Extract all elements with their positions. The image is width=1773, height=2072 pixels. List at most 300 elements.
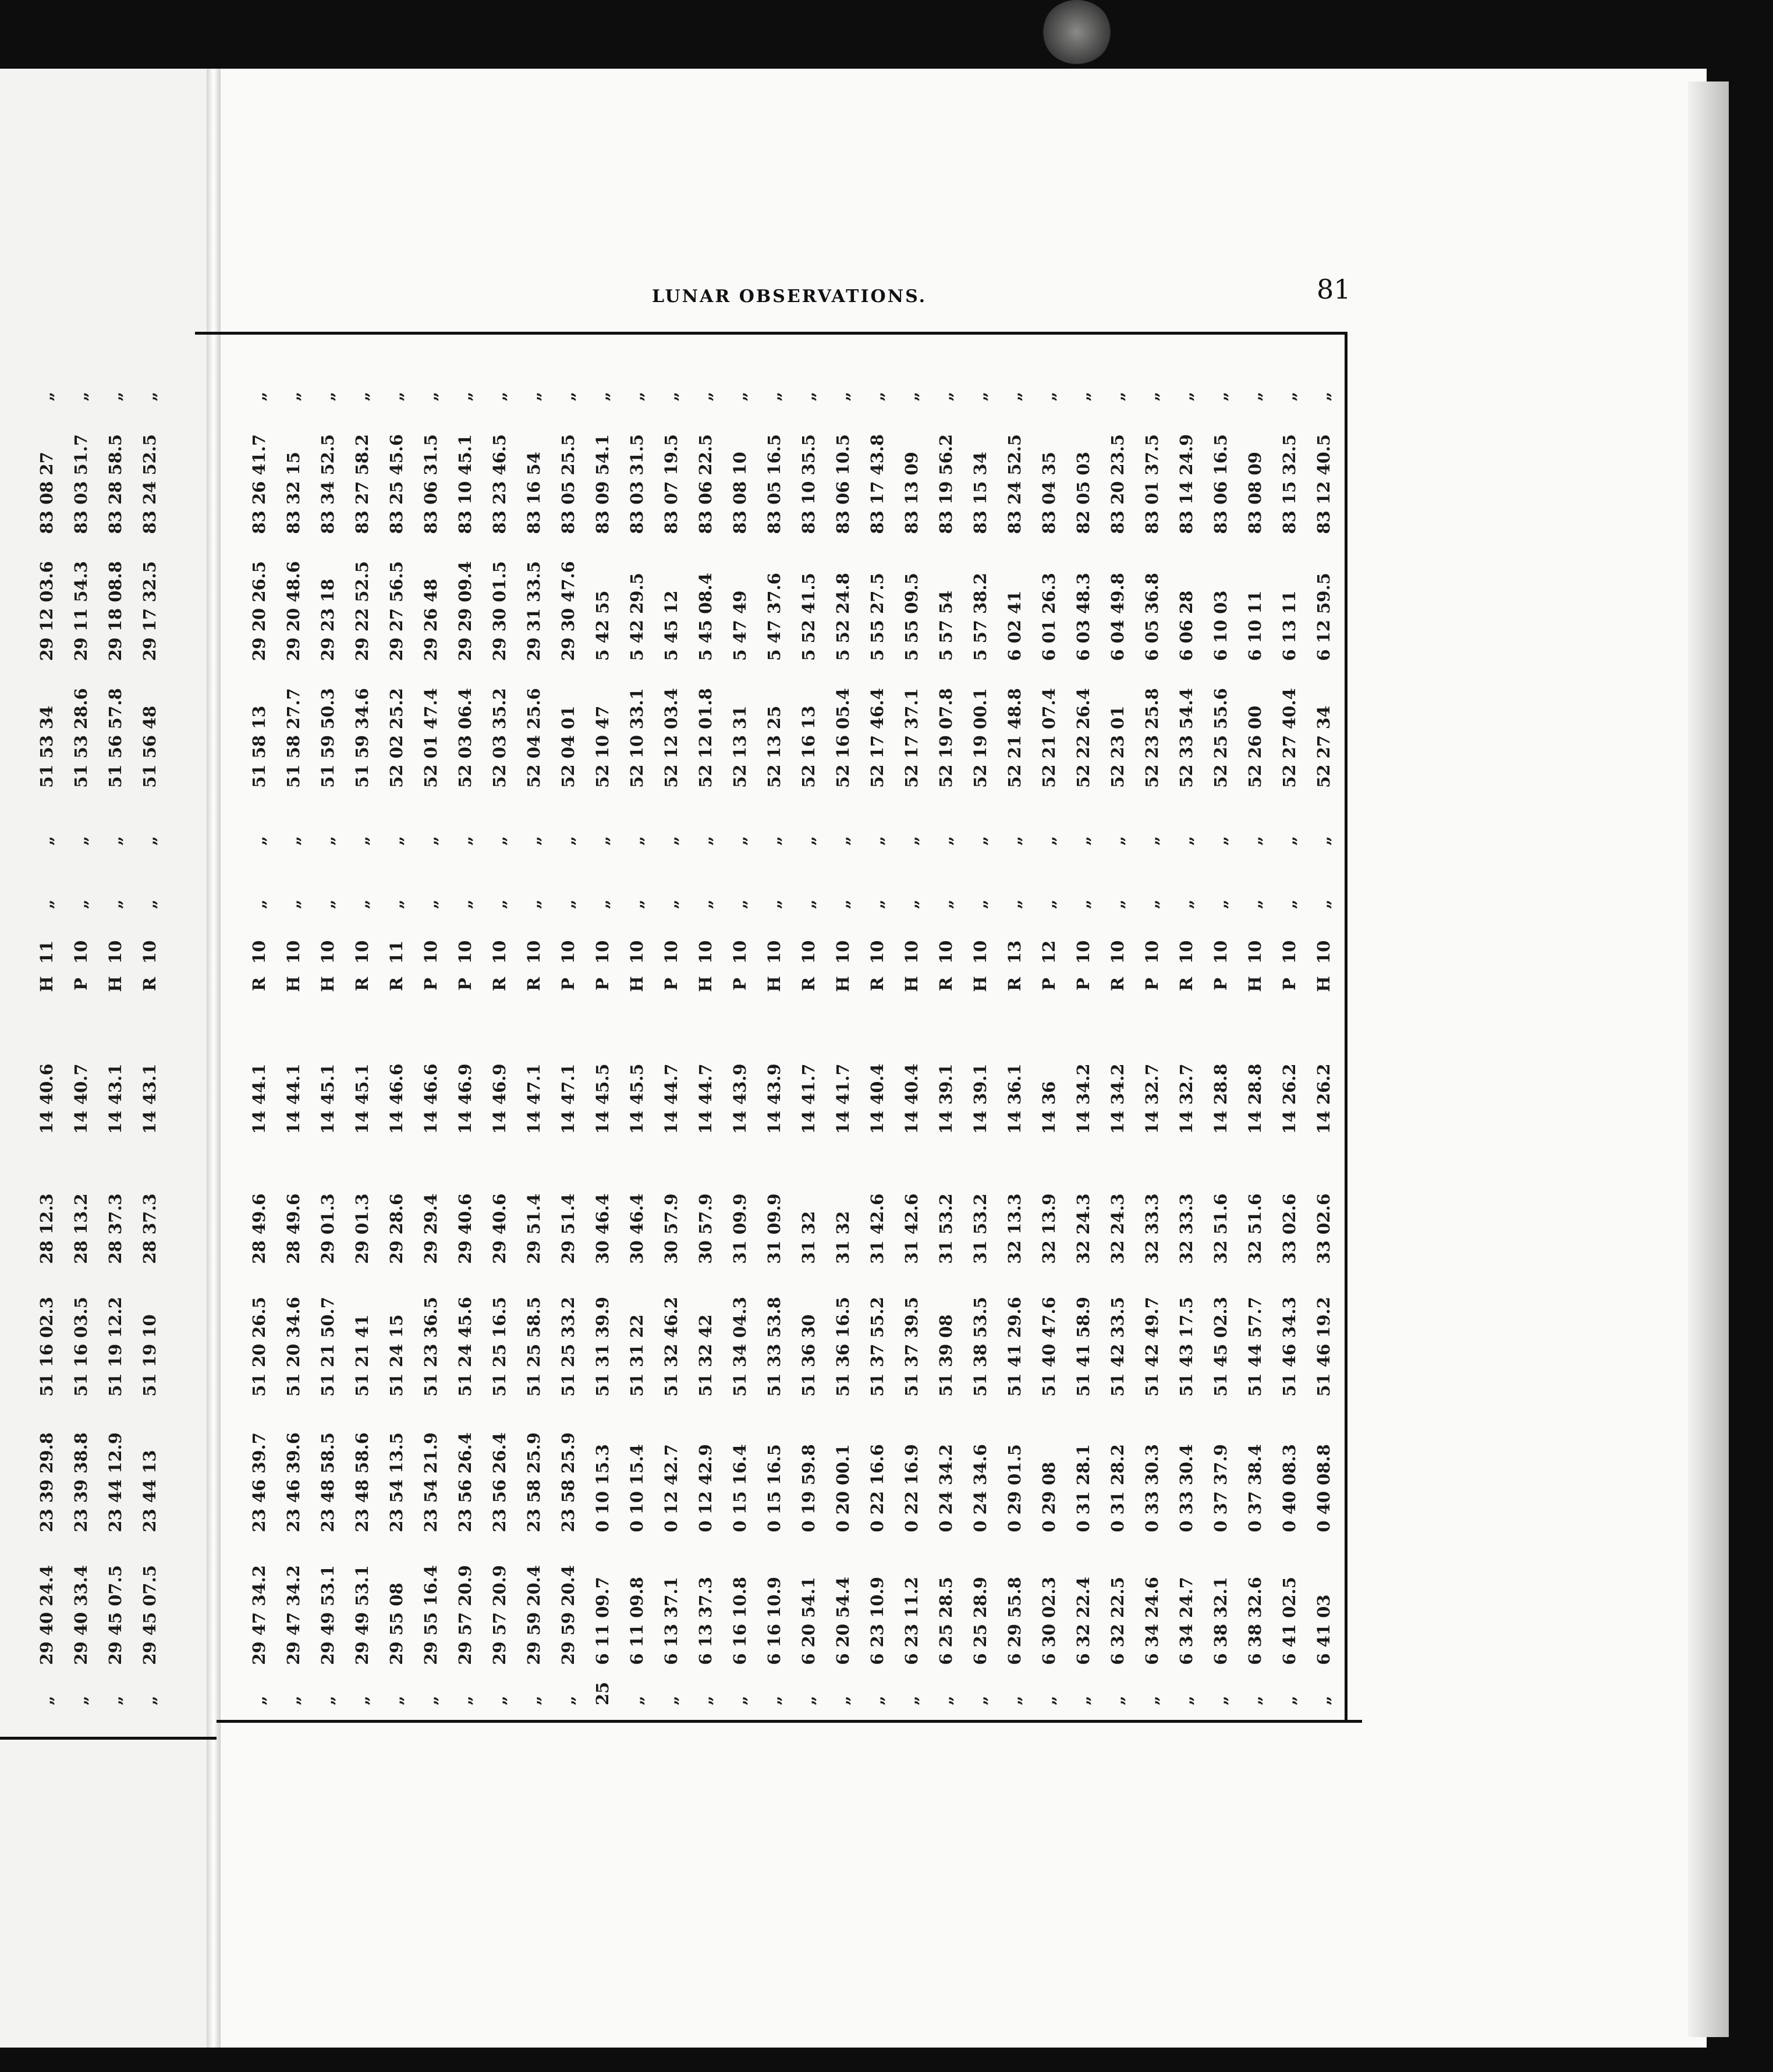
ditto-cell: „: [935, 899, 956, 909]
correction-cell: 28 13.2: [70, 1193, 91, 1264]
parallax-cell: 14 34.2: [1107, 1063, 1127, 1134]
time-cell: 0 33 30.3: [1141, 1444, 1162, 1532]
time-cell: 23 48 58.6: [352, 1432, 372, 1532]
correction-cell: 32 24.3: [1073, 1193, 1093, 1264]
table-row: [928, 367, 963, 1705]
distance-cell: 83 07 19.5: [661, 434, 681, 534]
parallax-cell: 14 45.1: [352, 1063, 372, 1134]
distance-cell: 52 23 25.8: [1141, 688, 1162, 788]
altitude-cell: 51 16 02.3: [36, 1297, 56, 1397]
time-cell: 29 55 08: [386, 1583, 406, 1665]
altitude-cell: 51 21 50.7: [317, 1297, 338, 1397]
time-cell: 0 40 08.3: [1279, 1444, 1299, 1532]
altitude-cell: 51 46 19.2: [1313, 1297, 1334, 1397]
correction-cell: 32 24.3: [1107, 1193, 1127, 1264]
letter-cell: H: [36, 976, 56, 992]
letter-cell: R: [867, 977, 887, 991]
ditto-cell: „: [970, 836, 990, 846]
ditto-cell: „: [455, 899, 475, 909]
time-cell: 0 10 15.3: [592, 1444, 612, 1532]
ditto-cell: „: [1176, 391, 1196, 402]
ditto-cell: „: [489, 899, 509, 909]
ditto-cell: „: [105, 836, 125, 846]
distance-cell: 51 56 57.8: [105, 688, 125, 788]
correction-cell: 30 57.9: [661, 1193, 681, 1264]
time-cell: 6 41 02.5: [1279, 1577, 1299, 1665]
time-cell: 29 29 09.4: [455, 561, 475, 661]
time-cell: 5 45 12: [661, 590, 681, 661]
letter-cell: H: [832, 976, 853, 992]
distance-cell: 83 06 10.5: [832, 434, 853, 534]
count-cell: 10: [489, 940, 509, 964]
letter-cell: H: [1244, 976, 1265, 992]
ditto-cell: „: [970, 391, 990, 402]
ditto-cell: „: [1107, 391, 1127, 402]
ditto-cell: „: [626, 899, 647, 909]
ditto-cell: „: [1004, 391, 1024, 402]
letter-cell: H: [105, 976, 125, 992]
ditto-cell: „: [798, 836, 818, 846]
time-cell: 6 12 59.5: [1313, 573, 1334, 661]
count-cell: 10: [695, 940, 715, 964]
time-cell: 29 20 48.6: [283, 561, 303, 661]
parallax-cell: 14 46.9: [489, 1063, 509, 1134]
parallax-cell: 14 43.1: [105, 1063, 125, 1134]
distance-cell: 52 19 07.8: [935, 688, 956, 788]
letter-cell: P: [1279, 977, 1299, 991]
book-gutter: [207, 69, 221, 2048]
table-row: [379, 367, 413, 1705]
count-cell: 10: [729, 940, 750, 964]
time-cell: 6 03 48.3: [1073, 573, 1093, 661]
date-cell: „: [901, 1695, 921, 1705]
time-cell: 6 34 24.7: [1176, 1577, 1196, 1665]
altitude-cell: 51 37 39.5: [901, 1297, 921, 1397]
time-cell: 6 25 28.9: [970, 1577, 990, 1665]
altitude-cell: 51 44 57.7: [1244, 1297, 1265, 1397]
time-cell: 23 39 29.8: [36, 1432, 56, 1532]
parallax-cell: 14 46.6: [420, 1063, 441, 1134]
distance-cell: 83 05 16.5: [764, 434, 784, 534]
table-row: [1100, 367, 1134, 1705]
altitude-cell: 51 43 17.5: [1176, 1297, 1196, 1397]
distance-cell: 83 12 40.5: [1313, 434, 1334, 534]
ditto-cell: „: [249, 836, 269, 846]
count-cell: 10: [317, 940, 338, 964]
distance-cell: 83 15 32.5: [1279, 434, 1299, 534]
date-cell: „: [283, 1695, 303, 1705]
table-row: [1169, 367, 1203, 1705]
parallax-cell: 14 44.1: [249, 1063, 269, 1134]
distance-cell: 51 59 34.6: [352, 688, 372, 788]
ditto-cell: „: [249, 391, 269, 402]
count-cell: 10: [1073, 940, 1093, 964]
distance-cell: 83 25 45.6: [386, 434, 406, 534]
letter-cell: R: [798, 977, 818, 991]
correction-cell: 28 49.6: [249, 1193, 269, 1264]
ditto-cell: „: [455, 836, 475, 846]
parallax-cell: 14 40.4: [867, 1063, 887, 1134]
ditto-cell: „: [139, 899, 159, 909]
ditto-cell: „: [352, 836, 372, 846]
letter-cell: H: [317, 976, 338, 992]
ditto-cell: „: [1210, 899, 1231, 909]
parallax-cell: 14 36.1: [1004, 1063, 1024, 1134]
ditto-cell: „: [36, 899, 56, 909]
time-cell: 29 20 26.5: [249, 561, 269, 661]
ditto-cell: „: [420, 391, 441, 402]
date-cell: „: [1313, 1695, 1334, 1705]
table-row: [482, 367, 516, 1705]
time-cell: 29 17 32.5: [139, 561, 159, 661]
correction-cell: 31 53.2: [935, 1193, 956, 1264]
distance-cell: 52 26 00: [1244, 705, 1265, 788]
parallax-cell: 14 44.7: [661, 1063, 681, 1134]
ditto-cell: „: [489, 391, 509, 402]
time-cell: 0 33 30.4: [1176, 1444, 1196, 1532]
parallax-cell: 14 32.7: [1141, 1063, 1162, 1134]
date-cell: 25: [592, 1681, 612, 1705]
distance-cell: 52 01 47.4: [420, 688, 441, 788]
count-cell: 10: [764, 940, 784, 964]
ditto-cell: „: [283, 899, 303, 909]
ditto-cell: „: [935, 391, 956, 402]
time-cell: 6 38 32.1: [1210, 1577, 1231, 1665]
time-cell: 23 58 25.9: [558, 1432, 578, 1532]
correction-cell: 29 28.6: [386, 1193, 406, 1264]
ditto-cell: „: [1279, 836, 1299, 846]
table-row: [1066, 367, 1100, 1705]
time-cell: 29 12 03.6: [36, 561, 56, 661]
time-cell: 29 30 01.5: [489, 561, 509, 661]
altitude-cell: 51 41 58.9: [1073, 1297, 1093, 1397]
time-cell: 5 42 29.5: [626, 573, 647, 661]
table-row: [1272, 367, 1306, 1705]
distance-cell: 83 08 10: [729, 452, 750, 534]
time-cell: 23 39 38.8: [70, 1432, 91, 1532]
distance-cell: 83 06 22.5: [695, 434, 715, 534]
time-cell: 29 30 47.6: [558, 561, 578, 661]
time-cell: 0 37 38.4: [1244, 1444, 1265, 1532]
letter-cell: P: [729, 977, 750, 991]
parallax-cell: 14 28.8: [1244, 1063, 1265, 1134]
ditto-cell: „: [970, 899, 990, 909]
date-cell: „: [661, 1695, 681, 1705]
time-cell: 23 54 21.9: [420, 1432, 441, 1532]
time-cell: 0 22 16.6: [867, 1444, 887, 1532]
time-cell: 6 16 10.8: [729, 1577, 750, 1665]
time-cell: 6 23 10.9: [867, 1577, 887, 1665]
parallax-cell: 14 36: [1038, 1081, 1059, 1134]
left-table-bottom-rule: [0, 1737, 217, 1740]
letter-cell: H: [901, 976, 921, 992]
ditto-cell: „: [1313, 836, 1334, 846]
ditto-cell: „: [105, 391, 125, 402]
time-cell: 29 45 07.5: [105, 1565, 125, 1665]
correction-cell: 31 42.6: [901, 1193, 921, 1264]
time-cell: 6 20 54.1: [798, 1577, 818, 1665]
ditto-cell: „: [386, 391, 406, 402]
correction-cell: 28 37.3: [105, 1193, 125, 1264]
ditto-cell: „: [798, 391, 818, 402]
time-cell: 6 05 36.8: [1141, 573, 1162, 661]
ditto-cell: „: [592, 836, 612, 846]
ditto-cell: „: [523, 899, 544, 909]
ditto-cell: „: [523, 836, 544, 846]
parallax-cell: 14 32.7: [1176, 1063, 1196, 1134]
parallax-cell: 14 45.5: [592, 1063, 612, 1134]
letter-cell: H: [695, 976, 715, 992]
count-cell: 13: [1004, 940, 1024, 964]
letter-cell: P: [661, 977, 681, 991]
parallax-cell: 14 26.2: [1279, 1063, 1299, 1134]
ditto-cell: „: [386, 836, 406, 846]
distance-cell: 83 03 31.5: [626, 434, 647, 534]
date-cell: „: [105, 1695, 125, 1705]
correction-cell: 32 51.6: [1210, 1193, 1231, 1264]
time-cell: 29 49 53.1: [317, 1565, 338, 1665]
table-row: [688, 367, 722, 1705]
distance-cell: 83 05 25.5: [558, 434, 578, 534]
ditto-cell: „: [352, 391, 372, 402]
time-cell: 29 59 20.4: [558, 1565, 578, 1665]
ditto-cell: „: [832, 899, 853, 909]
ditto-cell: „: [139, 391, 159, 402]
letter-cell: R: [386, 977, 406, 991]
date-cell: „: [626, 1695, 647, 1705]
date-cell: „: [867, 1695, 887, 1705]
distance-cell: 52 12 01.8: [695, 688, 715, 788]
date-cell: „: [317, 1695, 338, 1705]
distance-cell: 83 27 58.2: [352, 434, 372, 534]
time-cell: 5 52 41.5: [798, 573, 818, 661]
ditto-cell: „: [283, 391, 303, 402]
parallax-cell: 14 28.8: [1210, 1063, 1231, 1134]
time-cell: 6 04 49.8: [1107, 573, 1127, 661]
time-cell: 29 27 56.5: [386, 561, 406, 661]
table-row: [654, 367, 688, 1705]
ditto-cell: „: [523, 391, 544, 402]
distance-cell: 52 27 40.4: [1279, 688, 1299, 788]
count-cell: 10: [1107, 940, 1127, 964]
ditto-cell: „: [1210, 391, 1231, 402]
parallax-cell: 14 44.1: [283, 1063, 303, 1134]
ditto-cell: „: [592, 899, 612, 909]
count-cell: 10: [249, 940, 269, 964]
altitude-cell: 51 45 02.3: [1210, 1297, 1231, 1397]
ditto-cell: „: [626, 391, 647, 402]
table-top-rule: [195, 332, 1348, 335]
altitude-cell: 51 32 46.2: [661, 1297, 681, 1397]
correction-cell: 28 49.6: [283, 1193, 303, 1264]
table-row: [963, 367, 997, 1705]
time-cell: 0 12 42.9: [695, 1444, 715, 1532]
time-cell: 6 23 11.2: [901, 1577, 921, 1665]
count-cell: 10: [798, 940, 818, 964]
time-cell: 0 37 37.9: [1210, 1444, 1231, 1532]
letter-cell: R: [523, 977, 544, 991]
ditto-cell: „: [420, 899, 441, 909]
distance-cell: 52 25 55.6: [1210, 688, 1231, 788]
altitude-cell: 51 42 33.5: [1107, 1297, 1127, 1397]
distance-cell: 52 17 46.4: [867, 688, 887, 788]
ditto-cell: „: [1210, 836, 1231, 846]
correction-cell: 29 29.4: [420, 1193, 441, 1264]
ditto-cell: „: [695, 391, 715, 402]
time-cell: 6 13 37.3: [695, 1577, 715, 1665]
parallax-cell: 14 39.1: [935, 1063, 956, 1134]
correction-cell: 31 32: [798, 1211, 818, 1264]
distance-cell: 52 27 34: [1313, 705, 1334, 788]
count-cell: 10: [970, 940, 990, 964]
altitude-cell: 51 31 22: [626, 1314, 647, 1397]
time-cell: 6 01 26.3: [1038, 573, 1059, 661]
distance-cell: 52 02 25.2: [386, 688, 406, 788]
date-cell: „: [935, 1695, 956, 1705]
ditto-cell: „: [36, 836, 56, 846]
ditto-cell: „: [317, 899, 338, 909]
ditto-cell: „: [1141, 899, 1162, 909]
table-row: [791, 367, 825, 1705]
distance-cell: 52 03 06.4: [455, 688, 475, 788]
letter-cell: H: [1313, 976, 1334, 992]
distance-cell: 83 17 43.8: [867, 434, 887, 534]
ditto-cell: „: [70, 391, 91, 402]
time-cell: 5 55 27.5: [867, 573, 887, 661]
altitude-cell: 51 19 12.2: [105, 1297, 125, 1397]
correction-cell: 32 33.3: [1141, 1193, 1162, 1264]
ditto-cell: „: [901, 899, 921, 909]
count-cell: 10: [352, 940, 372, 964]
table-row: [1031, 367, 1066, 1705]
ditto-cell: „: [1073, 391, 1093, 402]
table-row: [860, 367, 894, 1705]
ditto-cell: „: [1244, 391, 1265, 402]
time-cell: 6 16 10.9: [764, 1577, 784, 1665]
ditto-cell: „: [1073, 899, 1093, 909]
table-row: [516, 367, 551, 1705]
count-cell: 10: [70, 940, 91, 964]
table-row: [242, 367, 276, 1705]
altitude-cell: 51 40 47.6: [1038, 1297, 1059, 1397]
altitude-cell: 51 21 41: [352, 1314, 372, 1397]
date-cell: „: [489, 1695, 509, 1705]
altitude-cell: 51 24 45.6: [455, 1297, 475, 1397]
date-cell: „: [523, 1695, 544, 1705]
letter-cell: R: [935, 977, 956, 991]
distance-cell: 83 01 37.5: [1141, 434, 1162, 534]
letter-cell: P: [558, 977, 578, 991]
letter-cell: R: [1176, 977, 1196, 991]
letter-cell: R: [139, 977, 159, 991]
time-cell: 6 20 54.4: [832, 1577, 853, 1665]
ditto-cell: „: [901, 391, 921, 402]
table-row: [1134, 367, 1169, 1705]
time-cell: 6 41 03: [1313, 1594, 1334, 1665]
time-cell: 29 22 52.5: [352, 561, 372, 661]
distance-cell: 52 13 25: [764, 705, 784, 788]
ditto-cell: „: [317, 836, 338, 846]
count-cell: 10: [283, 940, 303, 964]
count-cell: 10: [626, 940, 647, 964]
altitude-cell: 51 38 53.5: [970, 1297, 990, 1397]
distance-cell: 52 04 01: [558, 705, 578, 788]
altitude-cell: 51 32 42: [695, 1314, 715, 1397]
ditto-cell: „: [695, 899, 715, 909]
distance-cell: 51 58 27.7: [283, 688, 303, 788]
distance-cell: 83 23 46.5: [489, 434, 509, 534]
time-cell: 29 47 34.2: [283, 1565, 303, 1665]
altitude-cell: 51 16 03.5: [70, 1297, 91, 1397]
count-cell: 11: [36, 940, 56, 964]
count-cell: 10: [420, 940, 441, 964]
ditto-cell: „: [1107, 899, 1127, 909]
distance-cell: 83 28 58.5: [105, 434, 125, 534]
table-row: [722, 367, 757, 1705]
date-cell: „: [1107, 1695, 1127, 1705]
distance-cell: 83 26 41.7: [249, 434, 269, 534]
date-cell: „: [139, 1695, 159, 1705]
ditto-cell: „: [764, 836, 784, 846]
letter-cell: R: [249, 977, 269, 991]
distance-cell: 51 56 48: [139, 705, 159, 788]
time-cell: 29 45 07.5: [139, 1565, 159, 1665]
ditto-cell: „: [1004, 836, 1024, 846]
time-cell: 0 10 15.4: [626, 1444, 647, 1532]
time-cell: 5 57 54: [935, 590, 956, 661]
date-cell: „: [352, 1695, 372, 1705]
time-cell: 29 40 24.4: [36, 1565, 56, 1665]
count-cell: 10: [1210, 940, 1231, 964]
ditto-cell: „: [70, 836, 91, 846]
correction-cell: 31 09.9: [729, 1193, 750, 1264]
distance-cell: 83 06 31.5: [420, 434, 441, 534]
parallax-cell: 14 40.7: [70, 1063, 91, 1134]
correction-cell: 33 02.6: [1279, 1193, 1299, 1264]
time-cell: 29 26 48: [420, 579, 441, 661]
ditto-cell: „: [764, 391, 784, 402]
correction-cell: 29 51.4: [523, 1193, 544, 1264]
distance-cell: 52 04 25.6: [523, 688, 544, 788]
ditto-cell: „: [1141, 836, 1162, 846]
time-cell: 6 11 09.8: [626, 1577, 647, 1665]
distance-cell: 83 19 56.2: [935, 434, 956, 534]
date-cell: „: [1141, 1695, 1162, 1705]
parallax-cell: 14 47.1: [558, 1063, 578, 1134]
table-row: [1237, 367, 1272, 1705]
date-cell: „: [70, 1695, 91, 1705]
distance-cell: 52 10 47: [592, 705, 612, 788]
date-cell: „: [455, 1695, 475, 1705]
correction-cell: 31 53.2: [970, 1193, 990, 1264]
ditto-cell: „: [1176, 899, 1196, 909]
time-cell: 23 46 39.6: [283, 1432, 303, 1532]
parallax-cell: 14 43.9: [729, 1063, 750, 1134]
correction-cell: 29 51.4: [558, 1193, 578, 1264]
distance-cell: 52 17 37.1: [901, 688, 921, 788]
letter-cell: H: [970, 976, 990, 992]
correction-cell: 28 12.3: [36, 1193, 56, 1264]
ditto-cell: „: [695, 836, 715, 846]
distance-cell: 52 33 54.4: [1176, 688, 1196, 788]
time-cell: 5 47 49: [729, 590, 750, 661]
ditto-cell: „: [283, 836, 303, 846]
ditto-cell: „: [832, 836, 853, 846]
date-cell: „: [386, 1695, 406, 1705]
time-cell: 0 24 34.2: [935, 1444, 956, 1532]
letter-cell: P: [1073, 977, 1093, 991]
time-cell: 29 49 53.1: [352, 1565, 372, 1665]
